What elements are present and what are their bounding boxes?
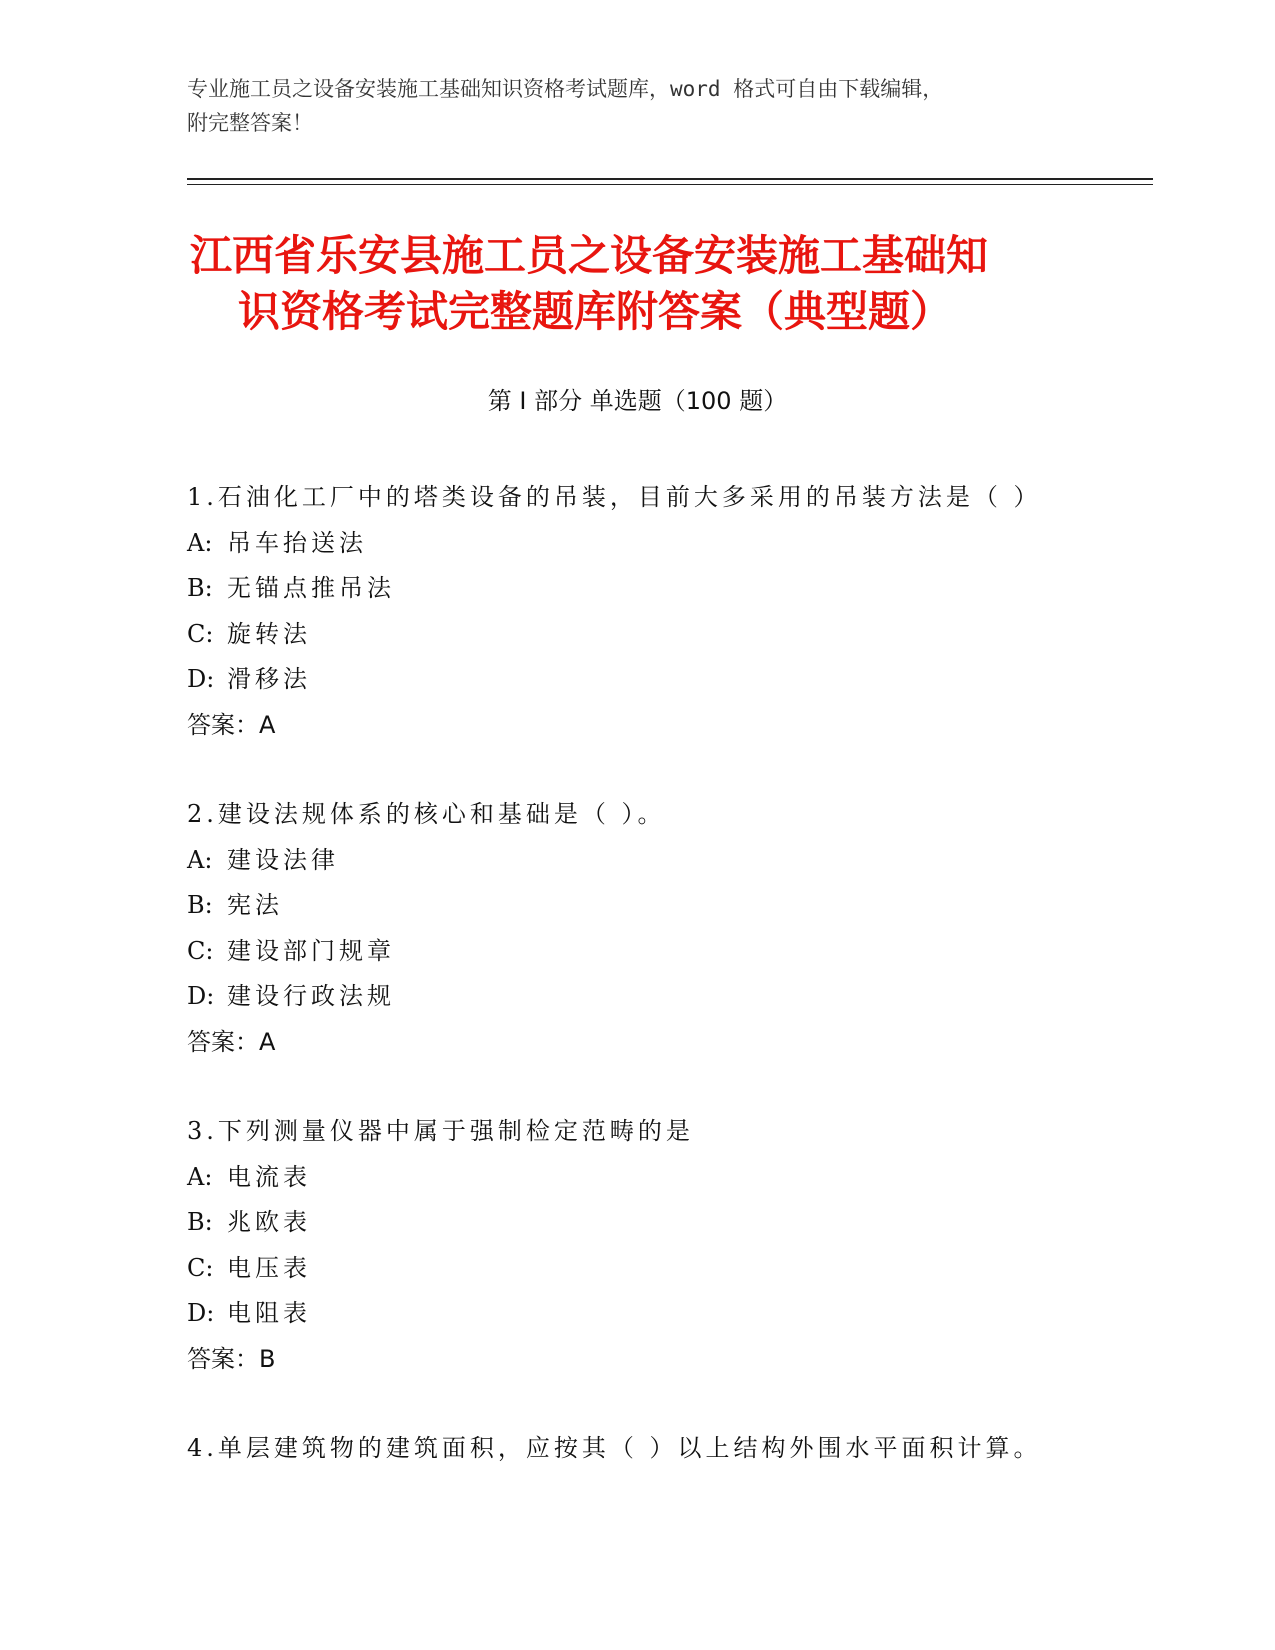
option-b [187,883,1147,929]
question-list [187,475,1147,1472]
option-text: 建设行政法规 [227,982,395,1010]
option-text: 建设法律 [227,845,339,874]
option-text: 建设部门规章 [227,936,395,965]
document-title [190,228,1090,340]
option-text: 电压表 [227,1253,311,1282]
option-key: A: [187,845,213,874]
option-text: 电流表 [227,1162,311,1191]
question-text: 3.下列测量仪器中属于强制检定范畴的是 [187,1117,694,1145]
option-text: 电阻表 [227,1299,311,1327]
option-a [187,521,1147,567]
question-text: 4.单层建筑物的建筑面积，应按其（ ）以上结构外围水平面积计算。 [187,1434,1042,1462]
option-d [187,657,1147,703]
option-text: 兆欧表 [227,1208,311,1236]
option-text: 吊车抬送法 [227,528,367,557]
option-d [187,974,1147,1020]
option-key: B: [187,574,213,602]
answer-line: 答案：A [187,1027,276,1056]
answer-line: 答案：A [187,710,276,739]
document-title-line-1: 江西省乐安县施工员之设备安装施工基础知 [190,231,989,280]
question-1 [187,475,1147,748]
document-title-line-2: 识资格考试完整题库附答案（典型题） [238,287,953,336]
option-d [187,1291,1147,1337]
option-a [187,1155,1147,1201]
option-c [187,929,1147,975]
option-text: 无锚点推吊法 [227,574,395,602]
header-note [187,72,1067,140]
option-key: A: [187,528,213,557]
option-key: D: [187,1299,215,1327]
answer-line: 答案：B [187,1344,276,1373]
question-4 [187,1426,1147,1472]
question-text: 2.建设法规体系的核心和基础是（ ）。 [187,800,666,828]
option-c [187,1246,1147,1292]
option-key: C: [187,936,214,965]
section-heading: 第 I 部分 单选题（100 题） [487,387,788,415]
header-divider-thin [187,184,1153,185]
header-divider-thick [187,178,1153,180]
question-text: 1.石油化工厂中的塔类设备的吊装，目前大多采用的吊装方法是（ ） [187,483,1042,511]
option-b [187,566,1147,612]
option-key: C: [187,619,214,648]
header-note-line-1: 专业施工员之设备安装施工基础知识资格考试题库，word 格式可自由下载编辑， [187,77,944,101]
option-key: B: [187,891,213,919]
header-note-line-2: 附完整答案！ [187,111,313,135]
option-text: 宪法 [227,891,283,919]
option-key: D: [187,665,215,693]
option-text: 旋转法 [227,619,311,648]
option-b [187,1200,1147,1246]
question-3 [187,1109,1147,1382]
question-2 [187,792,1147,1065]
option-key: D: [187,982,215,1010]
option-a [187,838,1147,884]
option-c [187,612,1147,658]
option-key: B: [187,1208,213,1236]
option-key: C: [187,1253,214,1282]
option-key: A: [187,1162,213,1191]
option-text: 滑移法 [227,665,311,693]
